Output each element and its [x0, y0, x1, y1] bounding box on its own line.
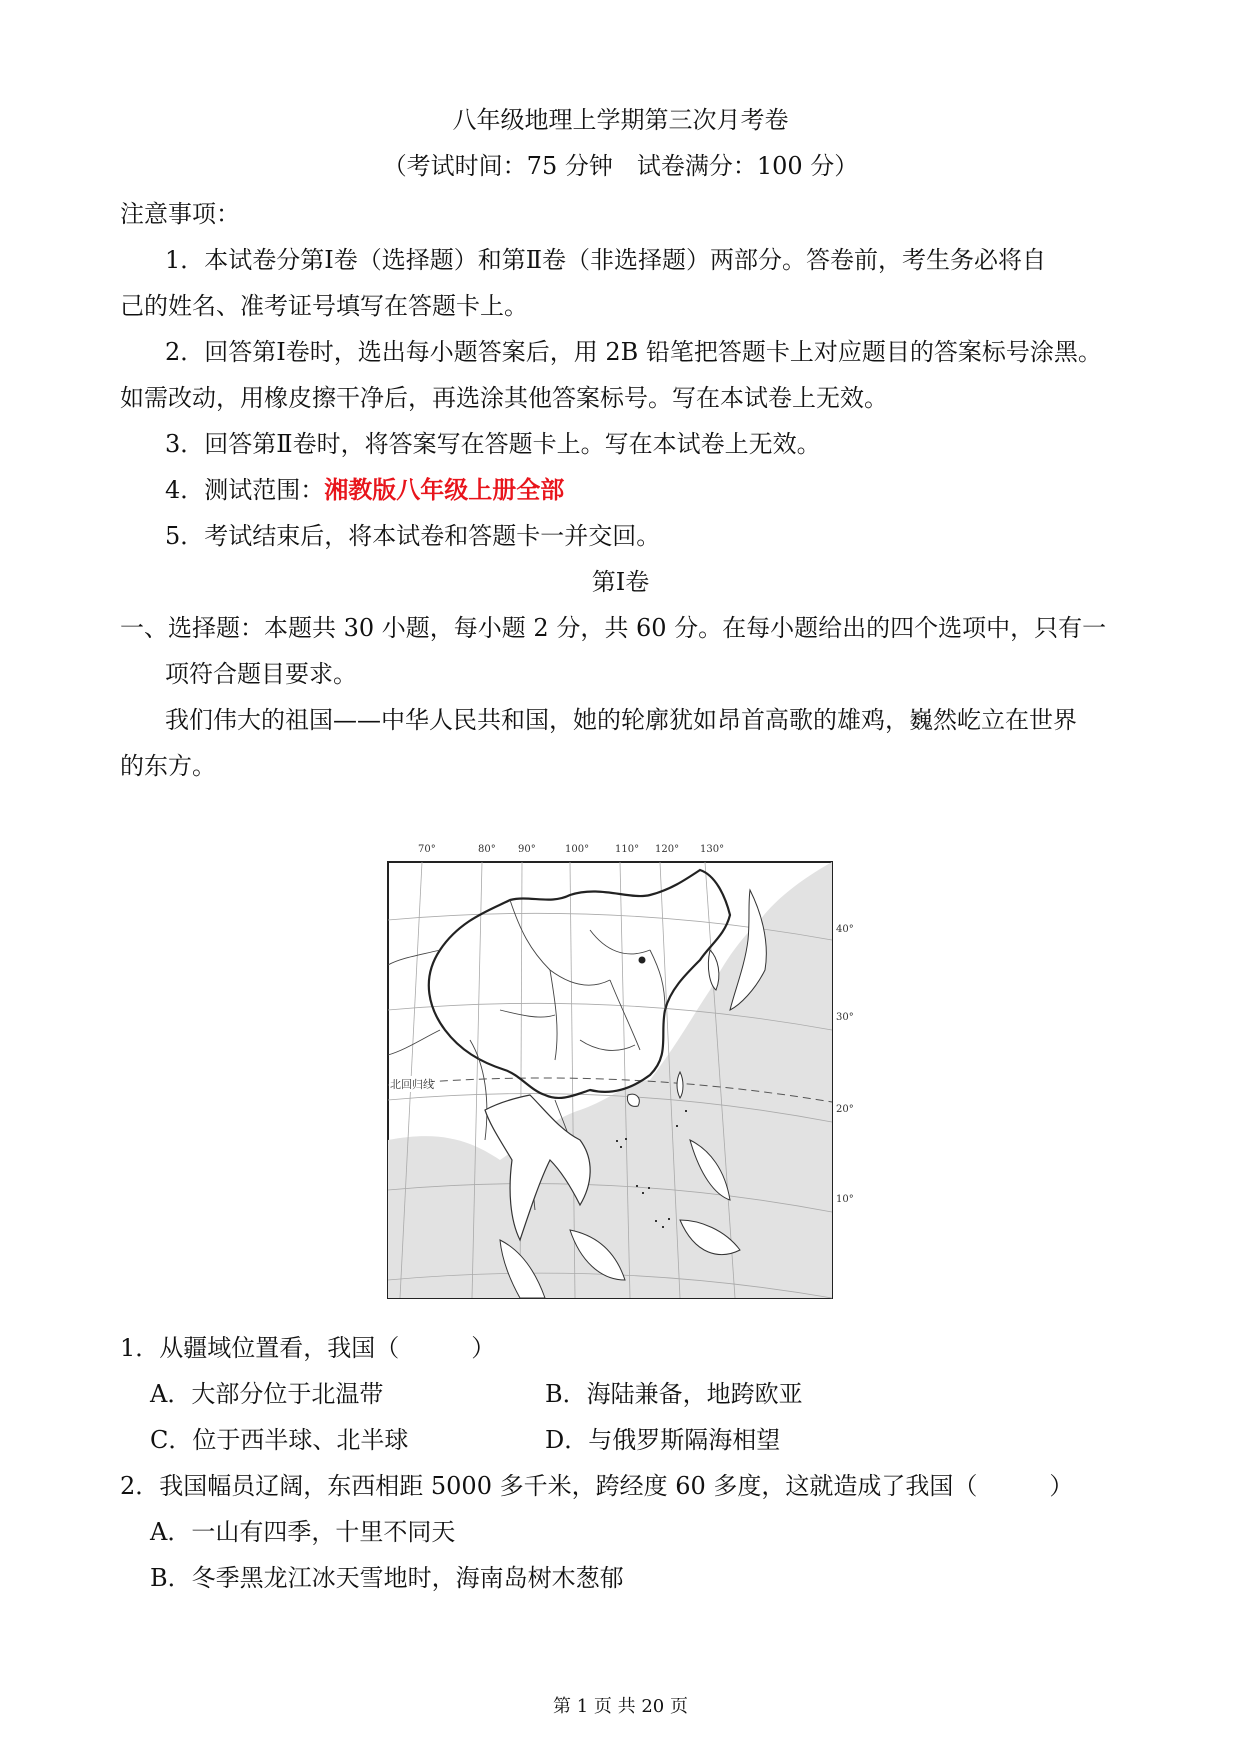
beijing-marker	[639, 957, 646, 964]
notice-item-2-line-2: 如需改动，用橡皮擦干净后，再选涂其他答案标号。写在本试卷上无效。	[120, 384, 888, 412]
lat-label: 10°	[836, 1194, 854, 1205]
lat-label: 20°	[836, 1104, 854, 1115]
notice-heading: 注意事项：	[120, 200, 240, 228]
lon-label: 130°	[700, 844, 725, 855]
page-footer: 第 1 页 共 20 页	[553, 1696, 688, 1717]
notice-item-3: 3．回答第Ⅱ卷时，将答案写在答题卡上。写在本试卷上无效。	[165, 430, 821, 458]
question-1-option-a: A．大部分位于北温带	[150, 1380, 384, 1408]
question-1-stem: 1．从疆域位置看，我国（ ）	[120, 1334, 496, 1362]
question-2-option-a: A．一山有四季，十里不同天	[150, 1518, 456, 1546]
lat-label: 30°	[836, 1012, 854, 1023]
intro-line-2: 的东方。	[120, 752, 216, 780]
test-scope-highlight: 湘教版八年级上册全部	[324, 476, 565, 504]
notice-item-1-line-2: 己的姓名、准考证号填写在答题卡上。	[120, 292, 528, 320]
question-1-option-b: B．海陆兼备，地跨欧亚	[545, 1380, 803, 1408]
lon-label: 120°	[655, 844, 680, 855]
exam-title: 八年级地理上学期第三次月考卷	[452, 106, 789, 134]
lon-label: 100°	[565, 844, 590, 855]
part-instructions-line-1: 一、选择题：本题共 30 小题，每小题 2 分，共 60 分。在每小题给出的四个选项中，只有一	[120, 614, 1107, 642]
intro-line-1: 我们伟大的祖国——中华人民共和国，她的轮廓犹如昂首高歌的雄鸡，巍然屹立在世界	[165, 706, 1077, 734]
lon-label: 80°	[478, 844, 496, 855]
notice-item-1-line-1: 1．本试卷分第Ⅰ卷（选择题）和第Ⅱ卷（非选择题）两部分。答卷前，考生务必将自	[165, 246, 1047, 274]
lon-label: 70°	[418, 844, 436, 855]
exam-subtitle: （考试时间：75 分钟 试卷满分：100 分）	[382, 152, 859, 180]
question-1-option-c: C．位于西半球、北半球	[150, 1426, 409, 1454]
china-map-figure	[380, 840, 864, 1300]
part-instructions-line-2: 项符合题目要求。	[165, 660, 357, 688]
notice-item-2-line-1: 2．回答第Ⅰ卷时，选出每小题答案后，用 2B 铅笔把答题卡上对应题目的答案标号涂黑。	[165, 338, 1102, 366]
question-2-option-b: B．冬季黑龙江冰天雪地时，海南岛树木葱郁	[150, 1564, 624, 1592]
lat-label: 40°	[836, 924, 854, 935]
question-2-stem: 2．我国幅员辽阔，东西相距 5000 多千米，跨经度 60 多度，这就造成了我国（ ）	[120, 1472, 1074, 1500]
lon-label: 110°	[615, 844, 640, 855]
question-1-option-d: D．与俄罗斯隔海相望	[545, 1426, 781, 1454]
notice-item-4	[165, 474, 564, 506]
tropic-label: 北回归线	[390, 1078, 434, 1091]
volume-heading: 第Ⅰ卷	[591, 568, 650, 596]
notice-item-5: 5．考试结束后，将本试卷和答题卡一并交回。	[165, 522, 661, 550]
lon-label: 90°	[518, 844, 536, 855]
notice-item-4-prefix: 4．测试范围：	[165, 476, 325, 504]
